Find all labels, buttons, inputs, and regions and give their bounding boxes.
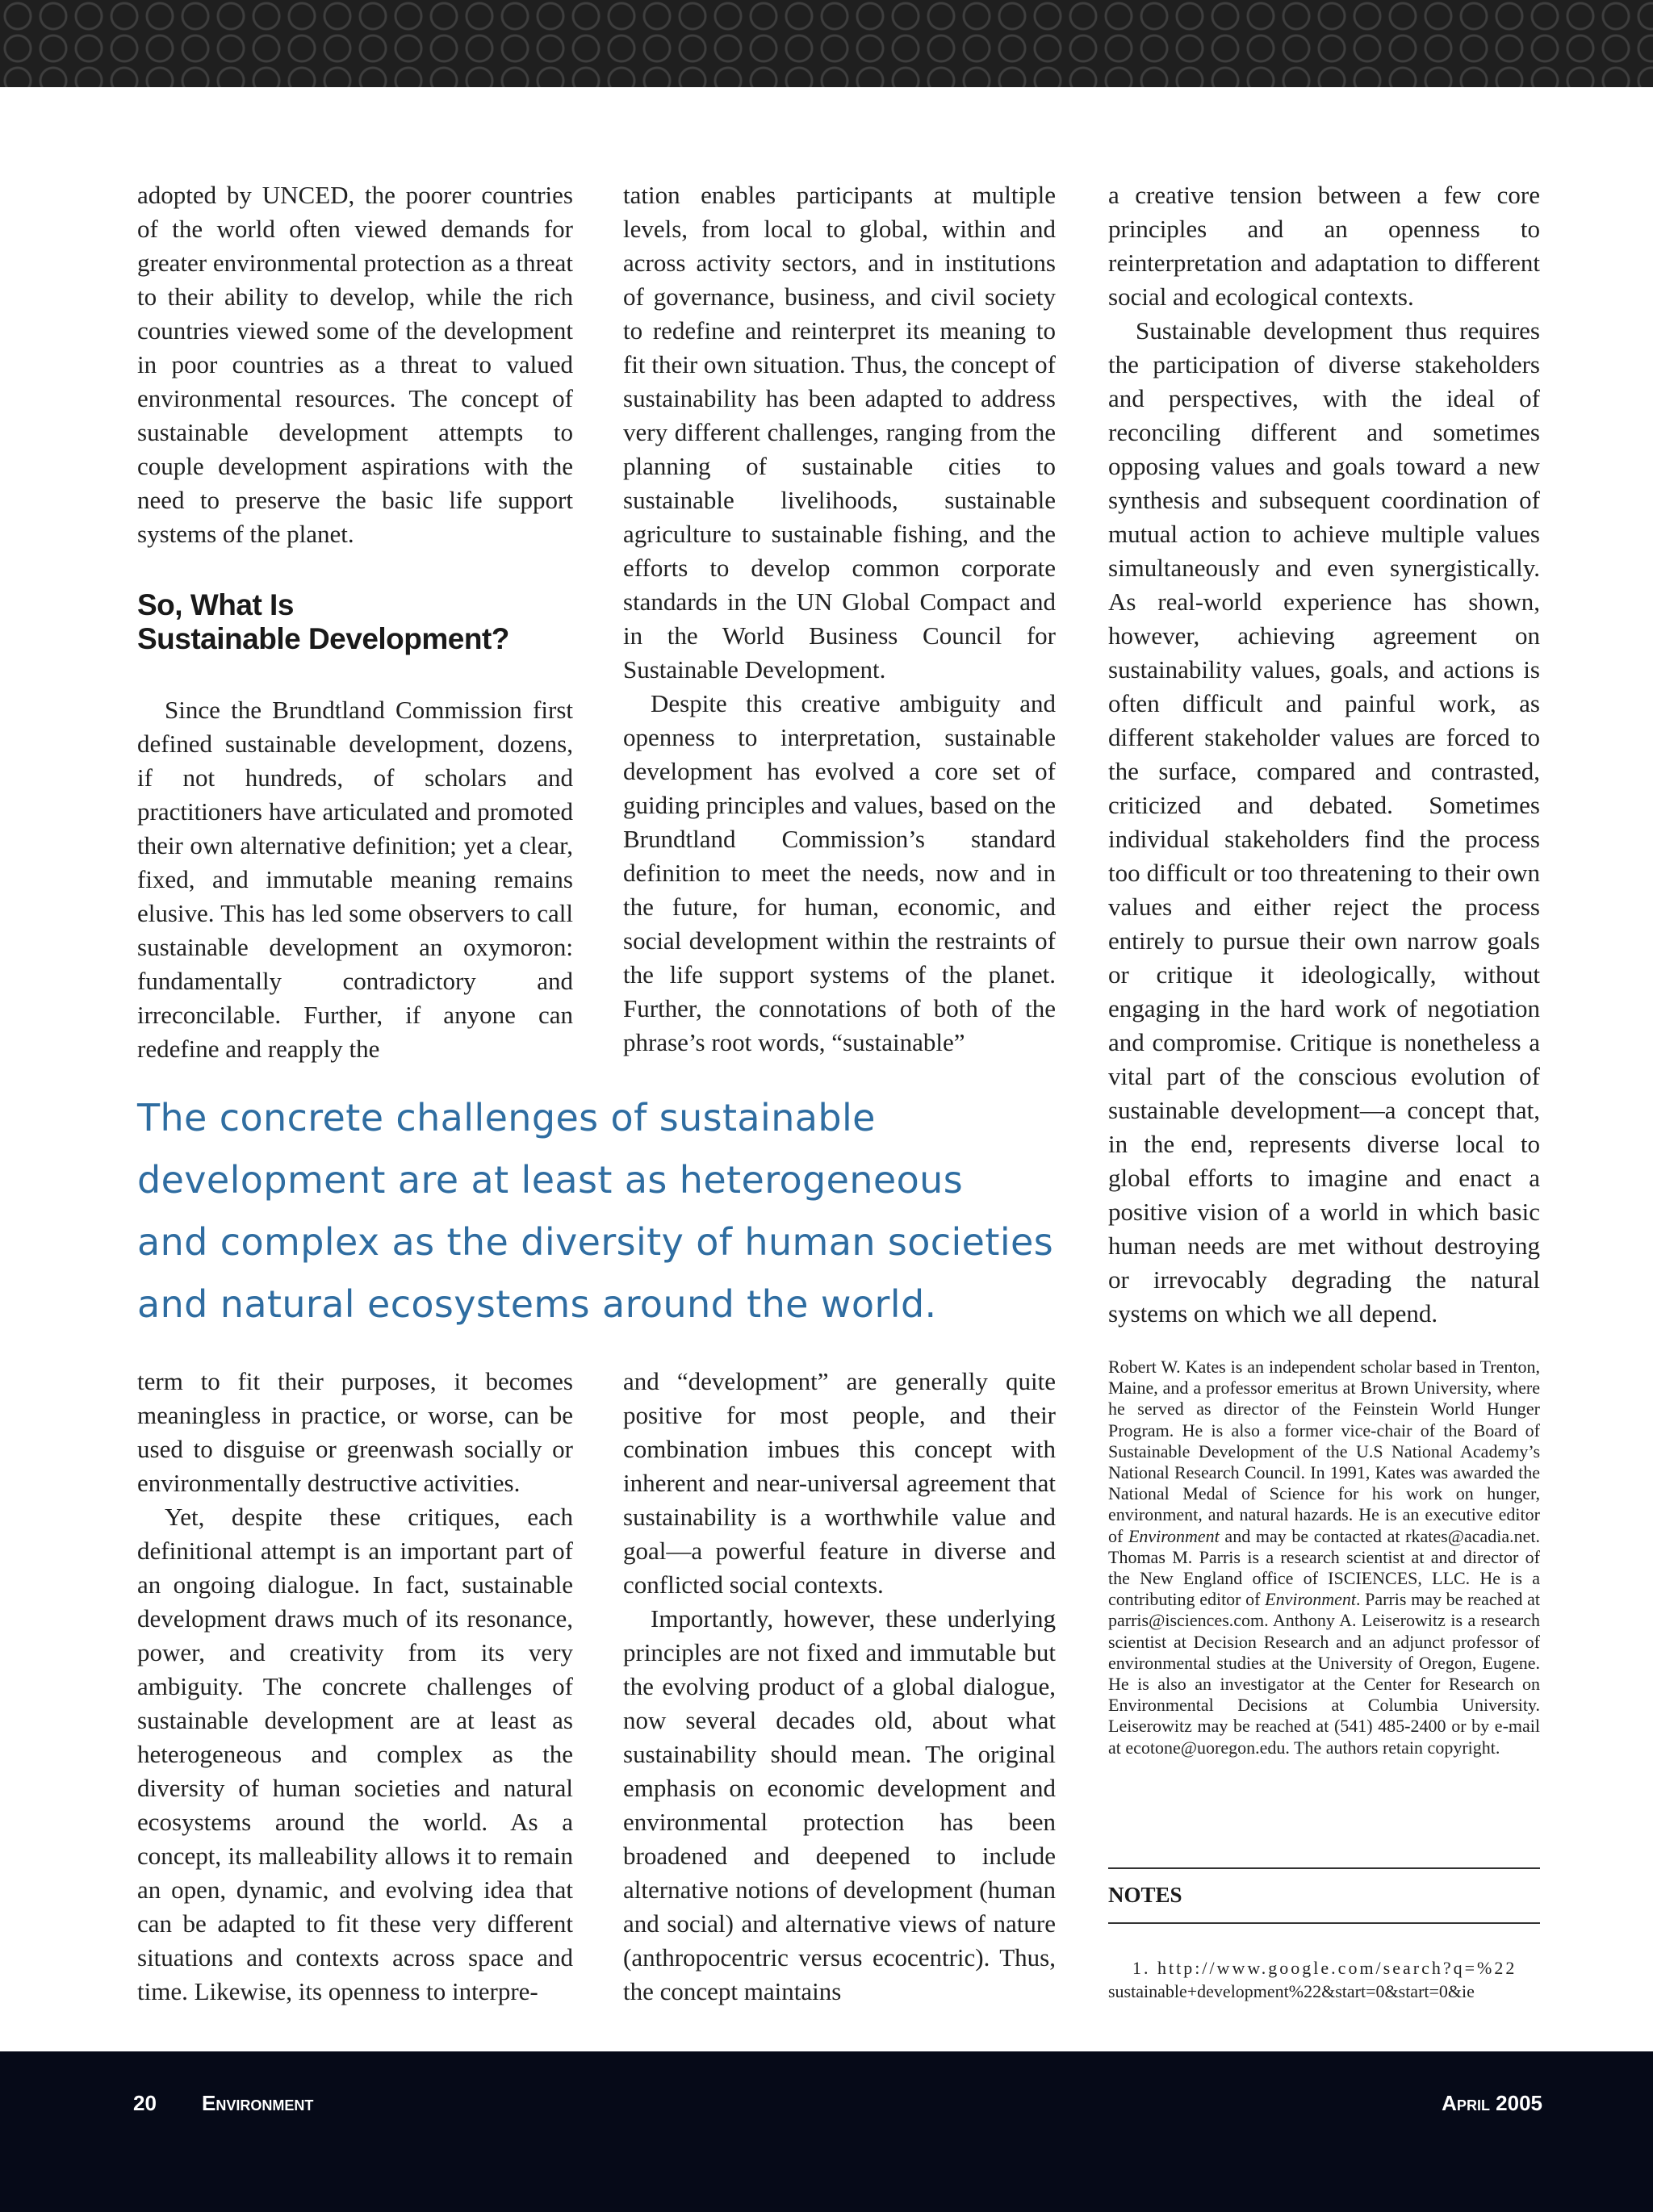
notes-heading: NOTES xyxy=(1108,1883,1182,1907)
page-number: 20 xyxy=(133,2091,157,2115)
paragraph: adopted by UNCED, the poorer countries of the world often viewed demands for greater environmental protection as a threat to their ability to develop, while the rich countries viewed some of the development in poor countries as a threat to valued environmental resources. The concept of sustainable development attempts to couple development aspirations with the need to preserve the basic life support systems of the planet. xyxy=(137,181,573,548)
paragraph: Importantly, however, these underlying principles are not fixed and immutable but the evolving product of a global dialogue, now several decades old, about what sustainability should mean. The original emphasis on economic development and environmental protection has been broadened and deepened to include alternative notions of development (human and social) and alternative views of nature (anthropocentric versus ecocentric). Thus, the concept maintains xyxy=(623,1604,1056,2005)
journal-name: Environment xyxy=(202,2091,314,2115)
heading-line-1: So, What Is xyxy=(137,588,294,621)
paragraph: term to fit their purposes, it becomes meaningless in practice, or worse, can be used to disguise or greenwash socially or environmentally destructive activities. xyxy=(137,1367,573,1497)
notes-rule-bottom xyxy=(1108,1922,1540,1924)
bio-text: Robert W. Kates is an independent scholar based in Trenton, Maine, and a professor emeritus at Brown University, where he served as director of the Feinstein World Hunger Program. He is also a former vice-chair of the Board of Sustainable Development of the U.S National Academy’s National Research Council. In 1991, Kates was awarded the National Medal of Science for his work on hunger, environment, and natural hazards. He is an executive editor of xyxy=(1108,1357,1540,1546)
pull-quote-line: and complex as the diversity of human societies xyxy=(137,1220,1054,1264)
column-2-bottom xyxy=(623,1365,1056,2009)
section-heading xyxy=(137,588,573,656)
author-bio xyxy=(1108,1357,1540,1758)
bio-journal-title: Environment xyxy=(1128,1525,1220,1546)
note-link-line: 1. http://www.google.com/search?q=%22 xyxy=(1132,1958,1517,1978)
paragraph: Despite this creative ambiguity and openness to interpretation, sustainable development has evolved a core set of guiding principles and values, based on the Brundtland Commission’s standard definition to meet the needs, now and in the future, for human, economic, and social development within the restraints of the life support systems of the planet. Further, the connotations of both of the phrase’s root words, “sustainable” xyxy=(623,689,1056,1056)
column-1-bottom xyxy=(137,1365,573,2009)
author-bio-text xyxy=(1108,1357,1540,1758)
paragraph: a creative tension between a few core principles and an openness to reinterpretation and adaptation to different social and ecological contexts. xyxy=(1108,181,1540,311)
paragraph: Since the Brundtland Commission first defined sustainable development, dozens, if not hundreds, of scholars and practitioners have articulated and promoted their own alternative definition; yet a clear, fixed, and immutable meaning remains elusive. This has led some observers to call sustainable development an oxymoron: fundamentally contradictory and irreconcilable. Further, if anyone can redefine and reapply the xyxy=(137,696,573,1063)
paragraph: tation enables participants at multiple levels, from local to global, within and across activity sectors, and in institutions of governance, business, and civil society to redefine and reinterpret its meaning to fit their own situation. Thus, the concept of sustainability has been adapted to address very different challenges, ranging from the planning of sustainable cities to sustainable livelihoods, sustainable agriculture to sustainable fishing, and the efforts to develop common corporate standards in the UN Global Compact and in the World Business Council for Sustainable Development. xyxy=(623,181,1056,684)
column-1-top xyxy=(137,178,573,1066)
issue-date: April 2005 xyxy=(1442,2091,1542,2115)
note-link-line: sustainable+development%22&start=0&start=0&ie xyxy=(1108,1981,1475,2001)
note-item xyxy=(1108,1956,1540,2003)
pull-quote-line: The concrete challenges of sustainable xyxy=(137,1096,876,1139)
footer-band xyxy=(0,2051,1653,2212)
paragraph: Yet, despite these critiques, each definitional attempt is an important part of an ongoing dialogue. In fact, sustainable development draws much of its resonance, power, and creativity from its very ambiguity. The concrete challenges of sustainable development are at least as heterogeneous and complex as the diversity of human societies and natural ecosystems around the world. As a concept, its malleability allows it to remain an open, dynamic, and evolving idea that can be adapted to fit these very different situations and contexts across space and time. Likewise, its openness to interpre- xyxy=(137,1503,573,2005)
pull-quote xyxy=(137,1087,1090,1336)
pull-quote-line: development are at least as heterogeneous xyxy=(137,1158,964,1202)
notes-rule-top xyxy=(1108,1867,1540,1869)
bio-journal-title: Environment xyxy=(1265,1589,1356,1610)
column-3 xyxy=(1108,178,1540,1331)
paragraph: and “development” are generally quite positive for most people, and their combination imbues this concept with inherent and near-universal agreement that sustainability is a worthwhile value and goal—a powerful feature in diverse and conflicted social contexts. xyxy=(623,1367,1056,1599)
bio-text: . Parris may be reached at parris@isciences.com. Anthony A. Leiserowitz is a research scientist at Decision Research and an adjunct professor of environmental studies at the University of Oregon, Eugene. He is also an investigator at the Center for Research on Environmental Decisions at Columbia University. Leiserowitz may be reached at (541) 485-2400 or by e-mail at ecotone@uoregon.edu. The authors retain copyright. xyxy=(1108,1589,1540,1758)
column-2-top xyxy=(623,178,1056,1060)
bio-text: and may be contacted at rkates@acadia.net. Thomas M. Parris is a research scientist at and director of the New England office of ISCIENCES, LLC. He is a contributing editor of xyxy=(1108,1525,1541,1610)
heading-line-2: Sustainable Development? xyxy=(137,622,509,655)
top-decorative-band xyxy=(0,0,1653,87)
paragraph: Sustainable development thus requires the participation of diverse stakeholders and perspectives, with the ideal of reconciling different and sometimes opposing values and goals toward a new synthesis and subsequent coordination of mutual action to achieve multiple values simultaneously and even synergistically. As real-world experience has shown, however, achieving agreement on sustainability values, goals, and actions is often difficult and painful work, as different stakeholder values are forced to the surface, compared and contrasted, criticized and debated. Sometimes individual stakeholders find the process too difficult or too threatening to their own values and either reject the process entirely to pursue their own narrow goals or critique it ideologically, without engaging in the hard work of negotiation and compromise. Critique is nonetheless a vital part of the conscious evolution of sustainable development—a concept that, in the end, represents diverse local to global efforts to imagine and enact a positive vision of a world in which basic human needs are met without destroying or irrevocably degrading the natural systems on which we all depend. xyxy=(1108,316,1540,1328)
pull-quote-line: and natural ecosystems around the world. xyxy=(137,1282,937,1326)
